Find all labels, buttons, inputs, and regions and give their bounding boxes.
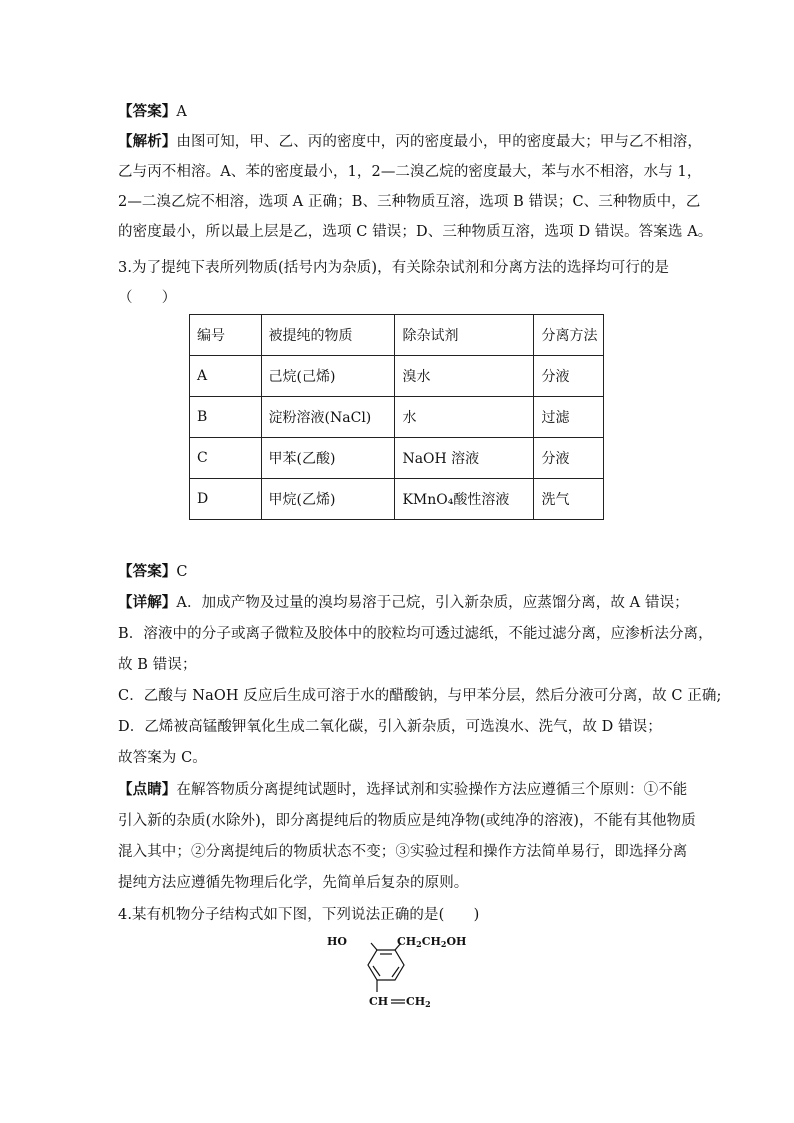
table-cell: 己烷(己烯) <box>261 356 395 397</box>
q3-detail-line-1 <box>118 593 688 613</box>
table-cell: 溴水 <box>395 356 534 397</box>
table-header-cell: 被提纯的物质 <box>261 315 395 356</box>
table-cell: A <box>190 356 262 397</box>
table-cell: C <box>190 438 262 479</box>
q3-detail-text-1: A．加成产物及过量的溴均易溶于己烷，引入新杂质，应蒸馏分离，故 A 错误； <box>176 595 689 611</box>
table-header-cell: 分离方法 <box>534 315 604 356</box>
table-cell: 分液 <box>534 438 604 479</box>
q3-answer-value: C <box>176 564 188 580</box>
benzene-ring <box>368 943 405 1003</box>
q3-detail-line-2: B．溶液中的分子或离子微粒及胶体中的胶粒均可透过滤纸，不能过滤分离，应渗析法分离， <box>118 626 713 642</box>
q2-analysis-tag: 【解析】 <box>118 133 177 150</box>
group-ch2-vinyl: CH2 <box>406 995 431 1009</box>
q3-detail-line-4: C．乙酸与 NaOH 反应后生成可溶于水的醋酸钠，与甲苯分层，然后分液可分离，故 C 正确; <box>118 688 722 704</box>
table-header-row <box>190 315 604 356</box>
q2-analysis-text-1: 由图可知，甲、乙、丙的密度中，丙的密度最小，甲的密度最大；甲与乙不相溶， <box>176 134 703 150</box>
q2-answer-line <box>118 102 688 122</box>
q2-analysis-line-3: 2—二溴乙烷不相溶，选项 A 正确；B、三种物质互溶，选项 B 错误；C、三种物质中，乙 <box>118 194 701 210</box>
q3-tip-text-1: 在解答物质分离提纯试题时，选择试剂和实验操作方法应遵循三个原则：①不能 <box>176 782 688 798</box>
table-cell: 洗气 <box>534 479 604 520</box>
table-cell: B <box>190 397 262 438</box>
table-header-cell: 编号 <box>190 315 262 356</box>
table-cell: 淀粉溶液(NaCl) <box>261 397 395 438</box>
q3-answer-line <box>118 562 688 582</box>
q3-detail-tag: 【详解】 <box>118 594 177 611</box>
q3-tip-tag: 【点睛】 <box>118 781 177 798</box>
q3-paren: （ ） <box>118 290 177 306</box>
q3-options-table <box>189 314 604 520</box>
q4-stem: 4.某有机物分子结构式如下图，下列说法正确的是( ) <box>118 907 480 923</box>
table-cell: 甲烷(乙烯) <box>261 479 395 520</box>
table-row <box>190 356 604 397</box>
q3-tip-line-1 <box>118 780 688 800</box>
q3-stem: 3.为了提纯下表所列物质(括号内为杂质)，有关除杂试剂和分离方法的选择均可行的是 <box>118 260 670 276</box>
group-ch2ch2oh: CH2CH2OH <box>397 935 467 949</box>
table-cell: 甲苯(乙酸) <box>261 438 395 479</box>
table-cell: 水 <box>395 397 534 438</box>
table-cell: D <box>190 479 262 520</box>
table-cell: KMnO₄酸性溶液 <box>395 479 534 520</box>
table-header-cell: 除杂试剂 <box>395 315 534 356</box>
q2-analysis-line-2: 乙与丙不相溶。A、苯的密度最小，1，2—二溴乙烷的密度最大，苯与水不相溶，水与 1， <box>118 164 702 180</box>
q2-analysis-line-1 <box>118 132 703 152</box>
q3-tip-line-4: 提纯方法应遵循先物理后化学，先简单后复杂的原则。 <box>118 875 469 891</box>
table-cell: 过滤 <box>534 397 604 438</box>
q3-detail-line-5: D．乙烯被高锰酸钾氧化生成二氧化碳，引入新杂质，可选溴水、洗气，故 D 错误； <box>118 719 662 735</box>
q3-answer-tag: 【答案】 <box>118 563 177 580</box>
q2-answer-value: A <box>176 104 187 120</box>
q3-tip-line-3: 混入其中；②分离提纯后的物质状态不变；③实验过程和操作方法简单易行，即选择分离 <box>118 844 688 860</box>
table-cell: NaOH 溶液 <box>395 438 534 479</box>
table-row <box>190 438 604 479</box>
q3-detail-line-6: 故答案为 C。 <box>118 750 207 766</box>
table-row <box>190 479 604 520</box>
table-row <box>190 397 604 438</box>
q2-answer-tag: 【答案】 <box>118 103 177 120</box>
q3-tip-line-2: 引入新的杂质(水除外)，即分离提纯后的物质应是纯净物(或纯净的溶液)，不能有其他物质 <box>118 813 696 829</box>
structural-formula-diagram <box>325 932 475 1012</box>
group-ch-vinyl: CH <box>369 995 389 1008</box>
q2-analysis-line-4: 的密度最小，所以最上层是乙，选项 C 错误；D、三种物质互溶，选项 D 错误。答案选 A。 <box>118 224 713 240</box>
bond-to-ho <box>371 943 377 950</box>
group-ho: HO <box>327 935 347 948</box>
q3-detail-line-3: 故 B 错误； <box>118 657 197 673</box>
table-cell: 分液 <box>534 356 604 397</box>
